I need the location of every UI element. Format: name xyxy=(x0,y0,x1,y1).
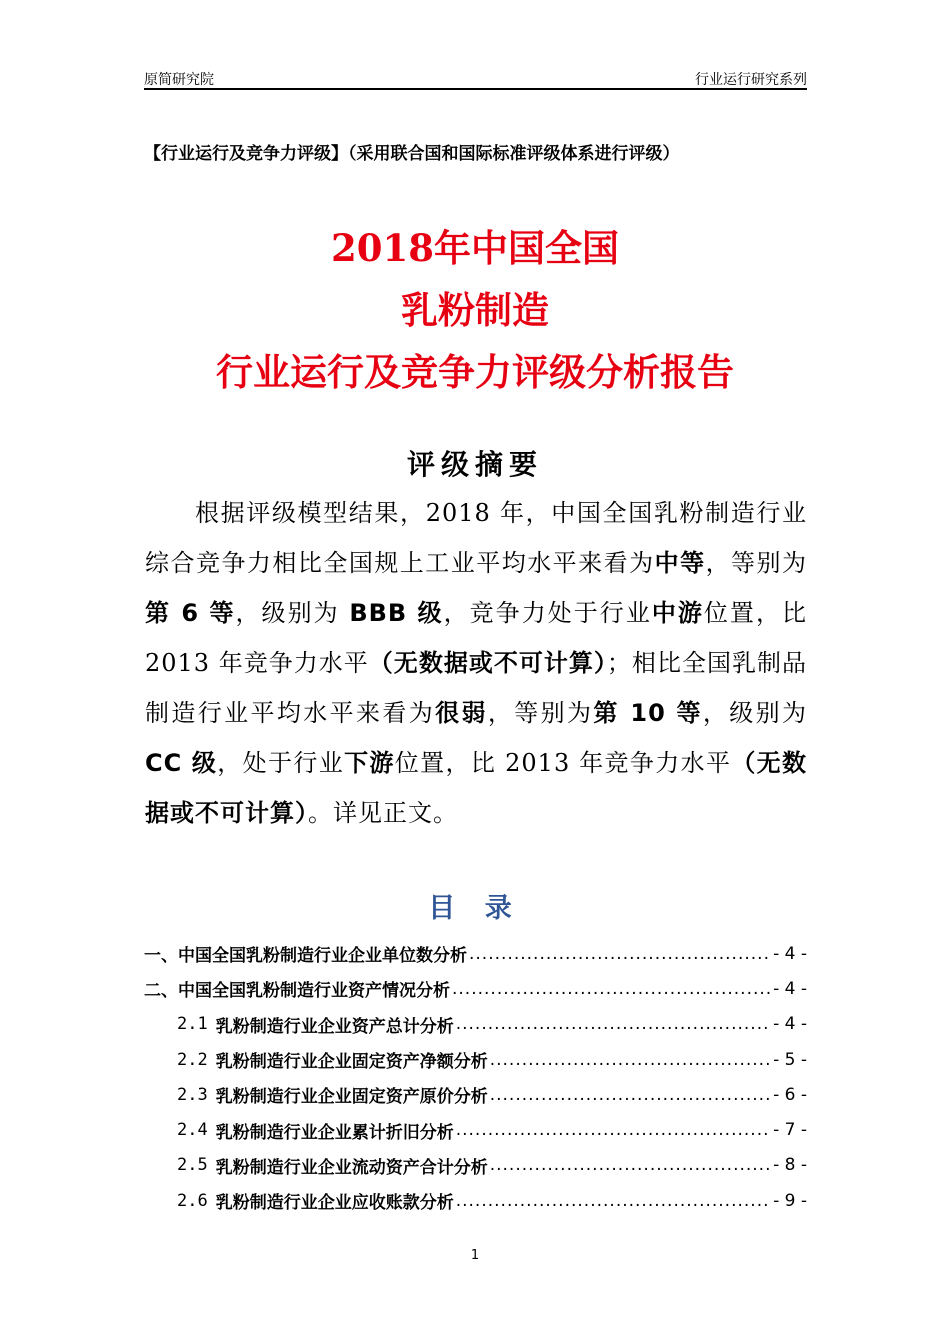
title-line-2: 乳粉制造 xyxy=(401,288,549,332)
toc-number: 2.1 xyxy=(177,1014,208,1035)
summary-text: ；相比全国乳制品制造行业平均水平来看为 xyxy=(145,649,808,727)
toc-item[interactable] xyxy=(144,971,807,1006)
toc-leader xyxy=(490,1050,771,1070)
summary-paragraph xyxy=(145,488,807,838)
header-right: 行业运行研究系列 xyxy=(695,72,807,88)
summary-text: ，处于行业 xyxy=(217,749,345,777)
toc-title: 乳粉制造行业企业固定资产净额分析 xyxy=(215,1052,488,1073)
summary-text: ，等别为 xyxy=(705,549,808,577)
toc-page: - 5 - xyxy=(773,1049,807,1070)
toc-title: 一、中国全国乳粉制造行业企业单位数分析 xyxy=(144,946,467,967)
toc-page: - 7 - xyxy=(773,1120,807,1141)
toc-title: 乳粉制造行业企业累计折旧分析 xyxy=(215,1122,454,1143)
toc-number: 2.5 xyxy=(177,1155,208,1176)
title-line-1: 2018年中国全国 xyxy=(331,226,619,270)
table-of-contents xyxy=(144,936,807,1218)
toc-leader xyxy=(490,1155,771,1175)
toc-number: 2.4 xyxy=(177,1120,208,1141)
summary-text: ，级别为 xyxy=(235,599,350,627)
summary-text: ，等别为 xyxy=(487,699,594,727)
summary-text: 位置，比 2013 年竞争力水平 xyxy=(145,599,807,677)
toc-page: - 9 - xyxy=(773,1190,807,1211)
toc-title: 乳粉制造行业企业固定资产原价分析 xyxy=(215,1087,488,1108)
toc-item[interactable] xyxy=(144,1007,807,1042)
summary-text: 位置，比 2013 年竞争力水平 xyxy=(394,749,732,777)
toc-leader xyxy=(469,944,771,964)
tagline: 【行业运行及竞争力评级】（采用联合国和国际标准评级体系进行评级） xyxy=(144,144,680,164)
toc-item[interactable] xyxy=(144,936,807,971)
abstract-heading: 评级摘要 xyxy=(406,448,543,481)
toc-leader xyxy=(456,1014,771,1034)
toc-number: 2.3 xyxy=(177,1084,208,1105)
summary-bold: 很弱 xyxy=(435,699,488,727)
summary-bold: 第 10 等 xyxy=(593,699,703,727)
title-line-3: 行业运行及竞争力评级分析报告 xyxy=(216,350,734,394)
toc-title: 乳粉制造行业企业资产总计分析 xyxy=(215,1016,454,1037)
toc-leader xyxy=(490,1085,771,1105)
toc-leader xyxy=(456,1191,771,1211)
toc-title: 乳粉制造行业企业流动资产合计分析 xyxy=(215,1157,488,1178)
summary-text: 。详见正文。 xyxy=(308,799,458,827)
toc-item[interactable] xyxy=(144,1042,807,1077)
summary-bold: 中等 xyxy=(654,549,706,577)
toc-title: 乳粉制造行业企业应收账款分析 xyxy=(215,1193,454,1214)
toc-item[interactable] xyxy=(144,1148,807,1183)
toc-item[interactable] xyxy=(144,1112,807,1147)
summary-bold: 第 6 等 xyxy=(145,599,236,627)
toc-item[interactable] xyxy=(144,1183,807,1218)
summary-bold: （无数据或不可计算） xyxy=(368,649,607,677)
summary-bold: 中游 xyxy=(651,599,704,627)
toc-page: - 8 - xyxy=(773,1155,807,1176)
summary-bold: BBB 级 xyxy=(349,599,444,627)
toc-heading: 目 录 xyxy=(428,893,522,924)
summary-text: 根据评级模型结果，2018 年，中国全国乳粉制造行业综合竞争力相比全国规上工业平均水平来看为 xyxy=(145,499,807,577)
header-left: 原简研究院 xyxy=(144,72,214,88)
summary-bold: （无数据或不可计算） xyxy=(145,749,808,827)
toc-page: - 6 - xyxy=(773,1084,807,1105)
page-number: 1 xyxy=(470,1248,480,1263)
toc-leader xyxy=(452,979,771,999)
toc-page: - 4 - xyxy=(773,1014,807,1035)
summary-text: ，级别为 xyxy=(702,699,808,727)
summary-bold: 下游 xyxy=(344,749,395,777)
summary-bold: CC 级 xyxy=(145,749,218,777)
toc-title: 二、中国全国乳粉制造行业资产情况分析 xyxy=(144,981,450,1002)
toc-item[interactable] xyxy=(144,1077,807,1112)
toc-leader xyxy=(456,1120,771,1140)
toc-number: 2.6 xyxy=(177,1190,208,1211)
toc-number: 2.2 xyxy=(177,1049,208,1070)
toc-page: - 4 - xyxy=(773,943,807,964)
page-header xyxy=(144,68,807,90)
summary-text: ，竞争力处于行业 xyxy=(443,599,652,627)
toc-page: - 4 - xyxy=(773,978,807,999)
